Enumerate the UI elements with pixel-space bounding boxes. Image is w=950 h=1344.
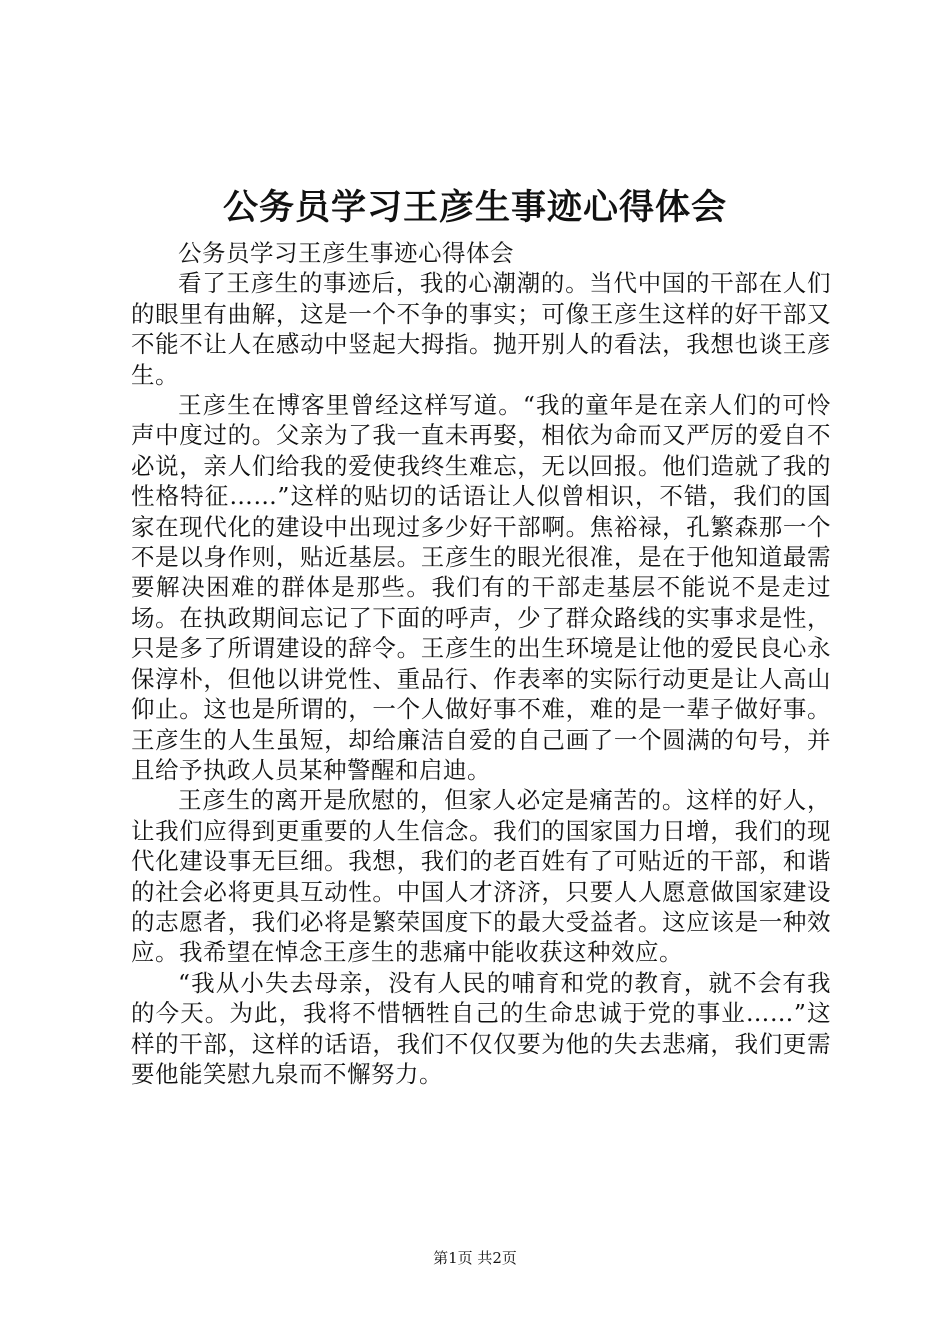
body-paragraph: 看了王彦生的事迹后，我的心潮潮的。当代中国的干部在人们的眼里有曲解，这是一个不争的事实；可像王彦生这样的好干部又不能不让人在感动中竖起大拇指。抛开别人的看法，我想也谈王彦生。 xyxy=(131,269,831,389)
document-body xyxy=(131,238,831,1089)
body-paragraph: “我从小失去母亲，没有人民的哺育和党的教育，就不会有我的今天。为此，我将不惜牺牲自己的生命忠诚于党的事业……”这样的干部，这样的话语，我们不仅仅要为他的失去悲痛，我们更需要他能笑慰九泉而不懈努力。 xyxy=(131,968,831,1088)
document-title: 公务员学习王彦生事迹心得体会 xyxy=(222,187,727,228)
body-paragraph: 王彦生的离开是欣慰的，但家人必定是痛苦的。这样的好人，让我们应得到更重要的人生信念。我们的国家国力日增，我们的现代化建设事无巨细。我想，我们的老百姓有了可贴近的干部，和谐的社会必将更具互动性。中国人才济济，只要人人愿意做国家建设的志愿者，我们必将是繁荣国度下的最大受益者。这应该是一种效应。我希望在悼念王彦生的悲痛中能收获这种效应。 xyxy=(131,786,831,967)
subtitle-paragraph: 公务员学习王彦生事迹心得体会 xyxy=(178,239,514,267)
body-paragraph: 王彦生在博客里曾经这样写道。“我的童年是在亲人们的可怜声中度过的。父亲为了我一直未再娶，相依为命而又严厉的爱自不必说，亲人们给我的爱使我终生难忘，无以回报。他们造就了我的性格特征……”这样的贴切的话语让人似曾相识，不错，我们的国家在现代化的建设中出现过多少好干部啊。焦裕禄，孔繁森那一个不是以身作则，贴近基层。王彦生的眼光很准，是在于他知道最需要解决困难的群体是那些。我们有的干部走基层不能说不是走过场。在执政期间忘记了下面的呼声，少了群众路线的实事求是性，只是多了所谓建设的辞令。王彦生的出生环境是让他的爱民良心永保淳朴，但他以讲党性、重品行、作表率的实际行动更是让人高山仰止。这也是所谓的，一个人做好事不难，难的是一辈子做好事。王彦生的人生虽短，却给廉洁自爱的自己画了一个圆满的句号，并且给予执政人员某种警醒和启迪。 xyxy=(131,391,831,784)
page-footer: 第1页 共2页 xyxy=(433,1249,517,1267)
